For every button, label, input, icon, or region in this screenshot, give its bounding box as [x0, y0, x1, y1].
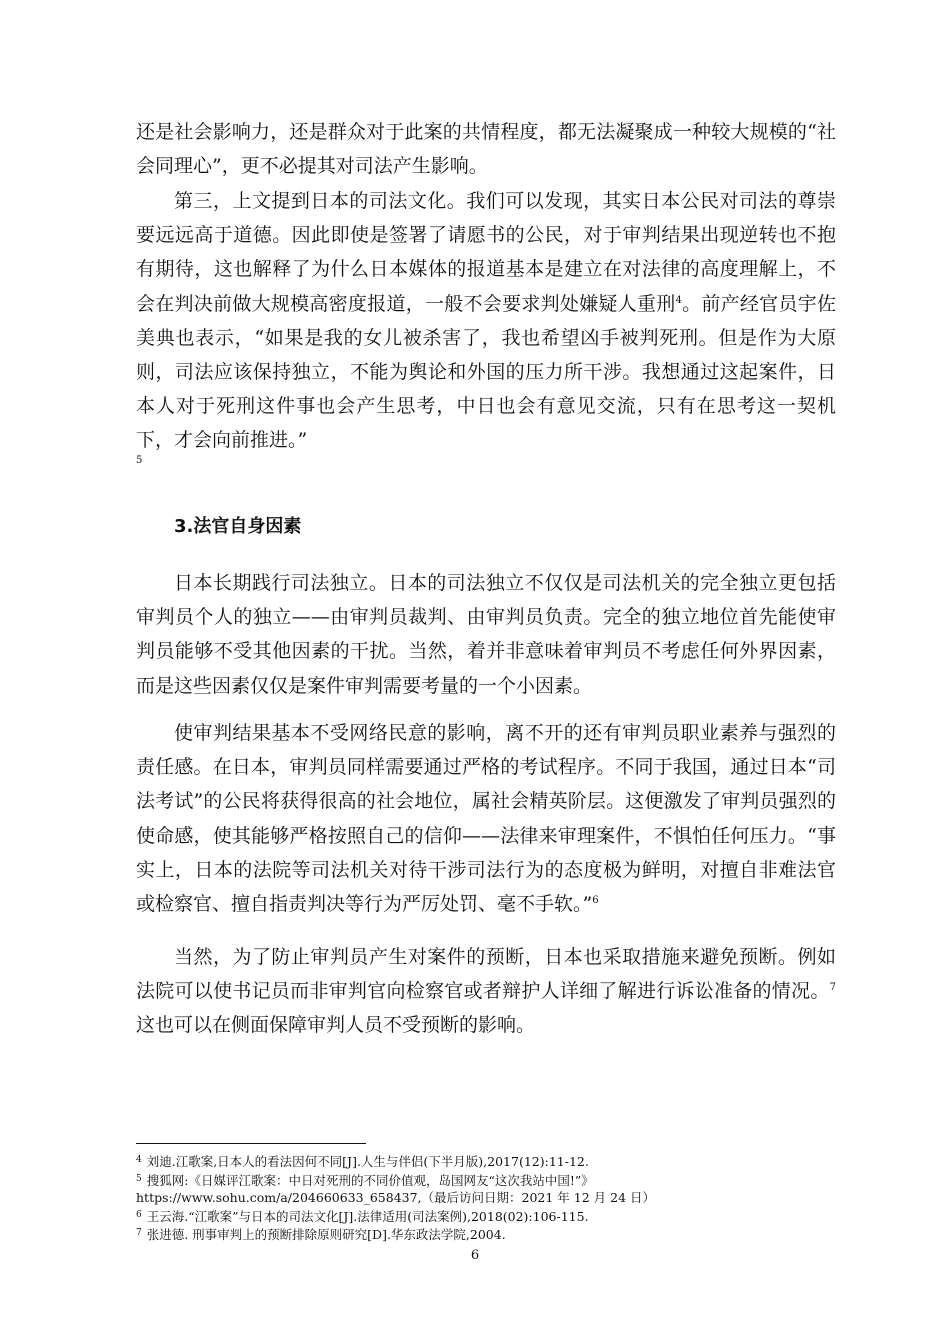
footnote-number: 5	[136, 1173, 142, 1184]
paragraph-4-text: 使审判结果基本不受网络民意的影响，离不开的还有审判员职业素养与强烈的责任感。在日本，审判员同样需要通过严格的考试程序。不同于我国，通过日本“司法考试”的公民将获得很高的社会地位，属社会精英阶层。这便激发了审判员强烈的使命感，使其能够严格按照自己的信仰——法律来审理案件，不惧怕任何压力。“事实上，日本的法院等司法机关对待干涉司法行为的态度极为鲜明，对擅自非难法官或检察官、擅自指责判决等行为严厉处罚、毫不手软。”	[136, 722, 836, 916]
footnote-7	[136, 1225, 836, 1244]
paragraph-1	[136, 115, 836, 183]
paragraph-5	[136, 940, 836, 1043]
footnote-divider	[136, 1143, 366, 1144]
footnote-ref-4[interactable]: 4	[675, 294, 682, 306]
footnote-4	[136, 1152, 836, 1171]
section-heading: 3.法官自身因素	[174, 516, 302, 537]
page-number: 6	[470, 1248, 480, 1263]
footnote-ref-5[interactable]: 5	[136, 455, 143, 466]
footnote-text: 搜狐网:《日媒评江歌案：中日对死刑的不同价值观，岛国网友“这次我站中国!”》	[146, 1172, 594, 1188]
footnote-number: 6	[136, 1209, 142, 1220]
paragraph-2-text-a: 第三，上文提到日本的司法文化。我们可以发现，其实日本公民对司法的尊崇要远远高于道德。因此即使是签署了请愿书的公民，对于审判结果出现逆转也不抱有期待，这也解释了为什么日本媒体的报道基本是建立在对法律的高度理解上，不会在判决前做大规模高密度报道，一般不会要求判处嫌疑人重刑	[136, 190, 836, 315]
paragraph-2	[136, 184, 836, 458]
footnote-ref-7[interactable]: 7	[829, 982, 836, 994]
footnotes	[136, 1152, 836, 1244]
footnote-link[interactable]: https://www.sohu.com/a/204660633_658437,（最后访问日期：2021 年 12 月 24 日）	[136, 1190, 656, 1205]
footnote-text: 张进德. 刑事审判上的预断排除原则研究[D].华东政法学院,2004.	[146, 1227, 506, 1242]
footnote-number: 4	[136, 1155, 142, 1165]
paragraph-5-text-b: 这也可以在侧面保障审判人员不受预断的影响。	[136, 1014, 536, 1037]
footnote-6	[136, 1207, 836, 1226]
paragraph-1-text: 还是社会影响力，还是群众对于此案的共情程度，都无法凝聚成一种较大规模的“社会同理心”，更不必提其对司法产生影响。	[136, 121, 836, 178]
footnote-text: 刘迪.江歌案,日本人的看法因何不同[J].人生与伴侣(下半月版),2017(12):11-12.	[146, 1154, 589, 1169]
footnote-5	[136, 1171, 836, 1207]
paragraph-3	[136, 566, 836, 703]
paragraph-4	[136, 716, 836, 921]
paragraph-5-text-a: 当然，为了防止审判员产生对案件的预断，日本也采取措施来避免预断。例如法院可以使书记员而非审判官向检察官或者辩护人详细了解进行诉讼准备的情况。	[136, 946, 836, 1003]
footnote-ref-6[interactable]: 6	[592, 895, 599, 907]
paragraph-3-text: 日本长期践行司法独立。日本的司法独立不仅仅是司法机关的完全独立更包括审判员个人的独立——由审判员裁判、由审判员负责。完全的独立地位首先能使审判员能够不受其他因素的干扰。当然，着并非意味着审判员不考虑任何外界因素，而是这些因素仅仅是案件审判需要考量的一个小因素。	[136, 572, 836, 697]
paragraph-2-text-b: 。前产经官员宇佐美典也表示，“如果是我的女儿被杀害了，我也希望凶手被判死刑。但是作为大原则，司法应该保持独立，不能为舆论和外国的压力所干涉。我想通过这起案件，日本人对于死刑这件事也会产生思考，中日也会有意见交流，只有在思考这一契机下，才会向前推进。”	[136, 292, 836, 452]
footnote-text: 王云海.“江歌案”与日本的司法文化[J].法律适用(司法案例),2018(02):106-115.	[146, 1208, 589, 1224]
footnote-number: 7	[136, 1228, 142, 1238]
